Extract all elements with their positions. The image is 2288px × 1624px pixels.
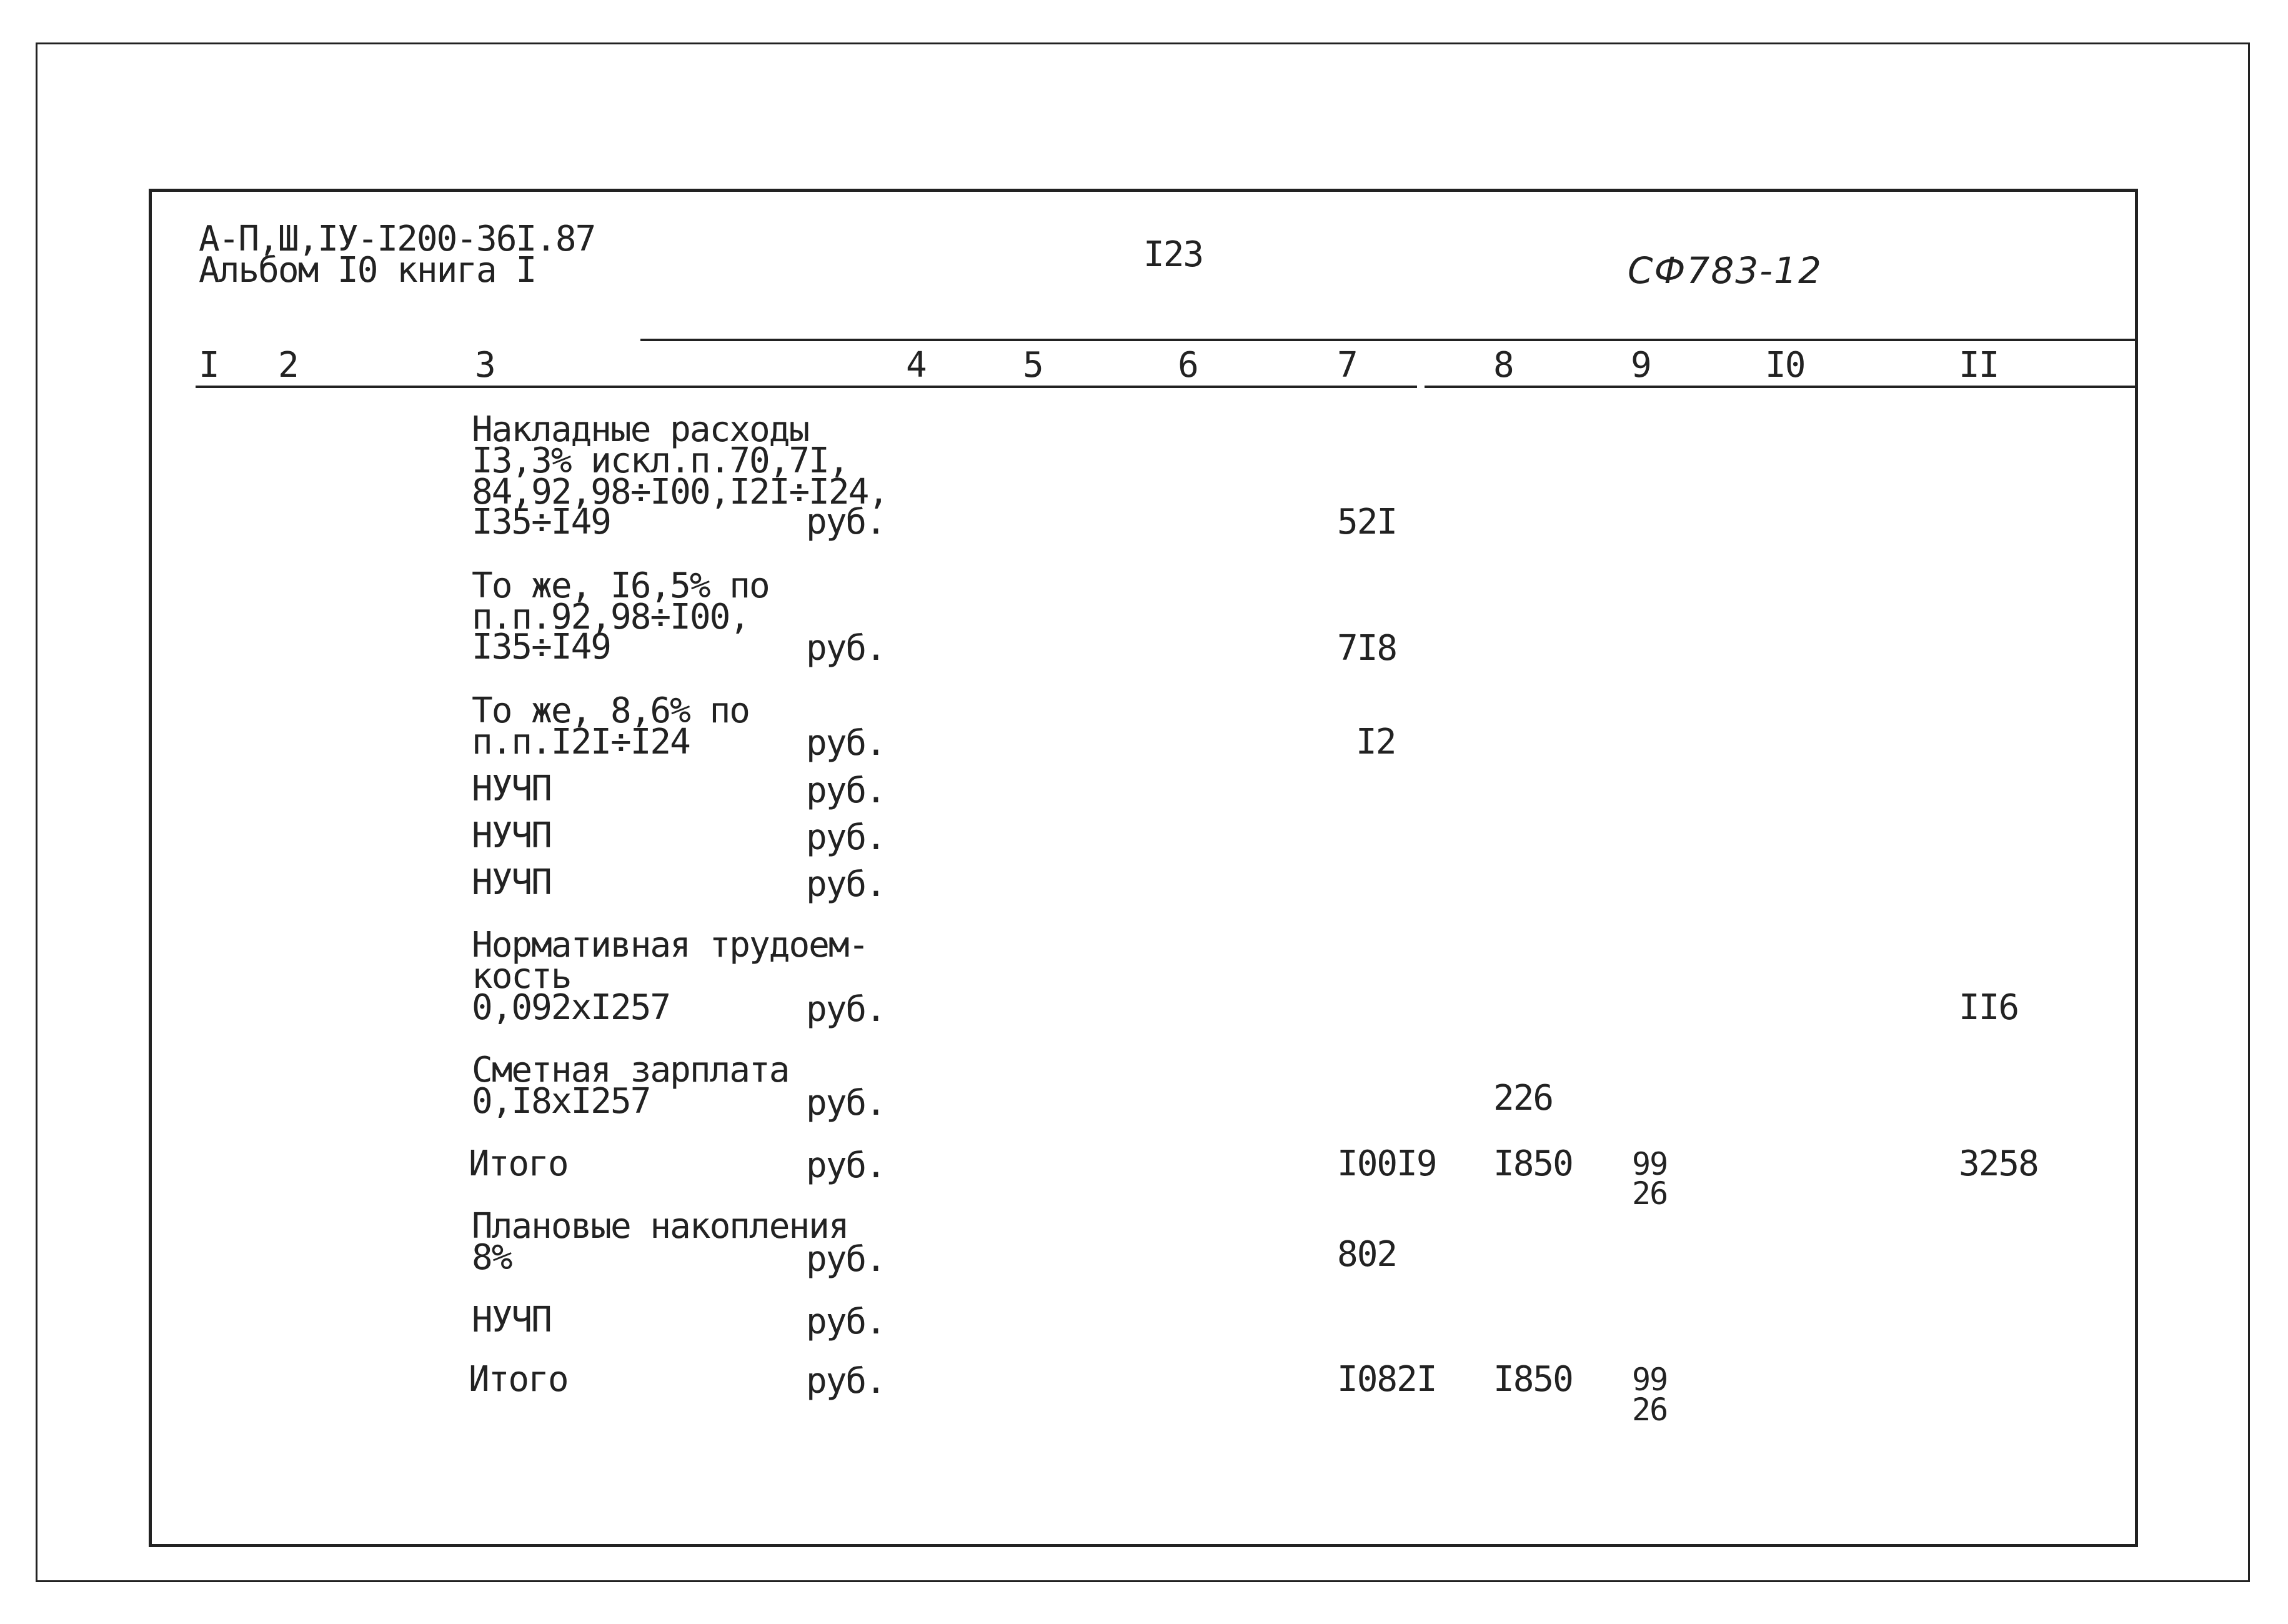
- inner-frame: [149, 189, 2138, 1547]
- row-description-line: Нормативная трудоем-: [472, 925, 868, 965]
- row-unit: руб.: [806, 1145, 885, 1186]
- cell-col7: I00I9: [1337, 1143, 1436, 1184]
- row-description-line: I35÷I49: [472, 502, 611, 542]
- column-number: 3: [475, 345, 495, 386]
- row-description-line: НУЧП: [472, 862, 551, 903]
- cell-col7: I2: [1356, 722, 1396, 762]
- row-description-line: I35÷I49: [472, 627, 611, 667]
- row-unit: руб.: [806, 502, 885, 542]
- row-description-line: п.п.92,98÷I00,: [472, 597, 750, 637]
- row-description-line: То же, 8,6% по: [472, 690, 750, 731]
- column-number: 6: [1178, 345, 1198, 386]
- column-number: I0: [1765, 345, 1805, 386]
- column-number: II: [1959, 345, 1999, 386]
- row-description-line: Плановые накопления: [472, 1206, 848, 1247]
- column-number: 5: [1023, 345, 1043, 386]
- row-description-line: 0,092хI257: [472, 987, 670, 1028]
- column-header-bottom-rule-right: [1425, 386, 2137, 388]
- cell-col7: 7I8: [1337, 628, 1397, 669]
- column-number: 8: [1493, 345, 1513, 386]
- row-description-line: Итого: [469, 1143, 568, 1184]
- row-description-line: кость: [472, 956, 571, 997]
- row-unit: руб.: [806, 1361, 885, 1402]
- cell-col7: 802: [1337, 1234, 1397, 1275]
- row-description-line: Накладные расходы: [472, 409, 809, 450]
- column-number: 2: [278, 345, 298, 386]
- row-unit: руб.: [806, 1302, 885, 1342]
- row-description-line: п.п.I2I÷I24: [472, 722, 690, 762]
- cell-col11: 3258: [1959, 1143, 2038, 1184]
- column-number: 7: [1337, 345, 1357, 386]
- cell-col7: I082I: [1337, 1359, 1436, 1400]
- document-stamp: СФ783-12: [1628, 249, 1823, 292]
- column-header-top-rule: [640, 339, 2137, 341]
- column-number: 9: [1631, 345, 1651, 386]
- row-unit: руб.: [806, 628, 885, 669]
- row-description-line: 8%: [472, 1237, 512, 1278]
- cell-col9-bottom: 26: [1632, 1392, 1668, 1428]
- row-unit: руб.: [806, 1239, 885, 1280]
- cell-col9-top: 99: [1632, 1146, 1668, 1182]
- row-unit: руб.: [806, 770, 885, 811]
- row-unit: руб.: [806, 864, 885, 905]
- document-code: А-П,Ш,IУ-I200-36I.87: [199, 219, 595, 259]
- row-description-line: Сметная зарплата: [472, 1050, 789, 1090]
- cell-col8: I850: [1493, 1359, 1573, 1400]
- column-header-bottom-rule-left: [196, 386, 1417, 388]
- row-description-line: I3,3% искл.п.70,7I,: [472, 441, 848, 481]
- cell-col8: I850: [1493, 1143, 1573, 1184]
- row-unit: руб.: [806, 723, 885, 764]
- row-description-line: 84,92,98÷I00,I2I÷I24,: [472, 472, 888, 512]
- row-description-line: НУЧП: [472, 769, 551, 809]
- row-unit: руб.: [806, 989, 885, 1030]
- cell-col9-top: 99: [1632, 1362, 1668, 1398]
- page-number: I23: [1143, 234, 1203, 275]
- row-description-line: НУЧП: [472, 815, 551, 856]
- row-description-line: Итого: [469, 1359, 568, 1400]
- column-number: 4: [906, 345, 926, 386]
- row-description-line: НУЧП: [472, 1300, 551, 1340]
- row-unit: руб.: [806, 817, 885, 858]
- column-number: I: [199, 345, 219, 386]
- cell-col9-bottom: 26: [1632, 1175, 1668, 1212]
- row-unit: руб.: [806, 1083, 885, 1123]
- row-description-line: То же, I6,5% по: [472, 565, 769, 606]
- cell-col7: 52I: [1337, 502, 1397, 542]
- row-description-line: 0,I8хI257: [472, 1081, 650, 1122]
- album-title: Альбом I0 книга I: [199, 250, 536, 291]
- cell-col11: II6: [1959, 987, 2019, 1028]
- cell-col8: 226: [1493, 1078, 1553, 1118]
